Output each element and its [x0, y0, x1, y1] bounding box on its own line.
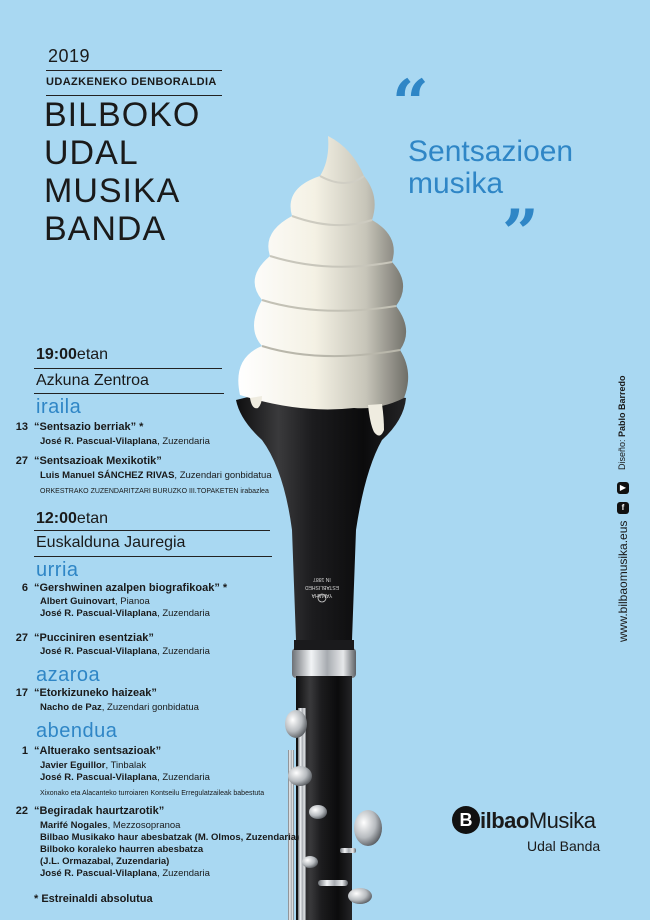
event-performer: José R. Pascual-Vilaplana, Zuzendaria [40, 646, 210, 657]
season-label: UDAZKENEKO DENBORALDIA [46, 76, 217, 88]
divider [46, 70, 222, 71]
event-title: “Pucciniren esentziak” [34, 632, 154, 644]
month-abendua: abendua [36, 720, 118, 742]
divider [34, 530, 270, 531]
event-title: “Altuerako sentsazioak” [34, 745, 162, 757]
event-title: “Begiradak haurtzarotik” [34, 805, 165, 817]
event-title: “Sentsazio berriak” * [34, 421, 144, 433]
event-performer: Nacho de Paz, Zuzendari gonbidatua [40, 702, 199, 713]
tagline-line-1: Sentsazioen [408, 135, 574, 168]
design-credit [617, 375, 627, 470]
event-performer: José R. Pascual-Vilaplana, Zuzendaria [40, 436, 210, 447]
facebook-icon[interactable]: f [617, 502, 629, 514]
open-quote: “ [392, 66, 429, 141]
time-1-suffix: etan [76, 346, 109, 363]
clarinet-rod [298, 708, 306, 920]
time-2-value: 12:00 [36, 510, 77, 527]
time-1 [36, 346, 108, 364]
event-performer: (J.L. Ormazabal, Zuzendaria) [40, 856, 170, 867]
designer-name: Pablo Barredo [617, 375, 627, 437]
season-year: 2019 [48, 46, 91, 66]
design-label: Diseño: [617, 436, 627, 470]
event-title: “Gershwinen azalpen biografikoak” * [34, 582, 228, 594]
tagline-line-2: musika [408, 167, 504, 200]
clarinet-ring [292, 648, 356, 678]
event-title: “Etorkizuneko haizeak” [34, 687, 157, 699]
event-day: 27 [15, 632, 28, 644]
month-urria: urria [36, 559, 79, 581]
website-link[interactable]: www.bilbaomusika.eus [616, 520, 630, 642]
clarinet-key [285, 710, 307, 738]
bilbaomusika-logo-mark: B [452, 806, 480, 834]
divider [34, 368, 222, 369]
logo-subtitle: Udal Banda [527, 838, 601, 854]
event-performer: Javier Eguillor, Tinbalak [40, 760, 147, 771]
title-line-2: UDAL [44, 134, 139, 172]
title-line-3: MUSIKA [44, 172, 181, 210]
event-performer: Albert Guinovart, Pianoa [40, 596, 150, 607]
event-day: 13 [15, 421, 28, 433]
event-performer: Bilbao Musikako haur abesbatzak (M. Olmos, Zuzendaria) [40, 832, 300, 843]
event-day: 1 [21, 745, 28, 757]
event-note: Xixonako eta Alacanteko turroiaren Kontseilu Erregulatzaileak babestuta [40, 790, 265, 797]
month-iraila: iraila [36, 396, 82, 418]
event-performer: Marifé Nogales, Mezzosopranoa [40, 820, 181, 831]
event-performer: Luis Manuel SÁNCHEZ RIVAS, Zuzendari gonbidatua [40, 470, 272, 481]
youtube-icon[interactable]: ▶ [617, 482, 629, 494]
event-day: 27 [15, 455, 28, 467]
event-title: “Sentsazioak Mexikotik” [34, 455, 162, 467]
divider [34, 556, 272, 557]
event-note: ORKESTRAKO ZUZENDARITZARI BURUZKO III.TOPAKETEN irabazlea [40, 488, 269, 495]
time-2-suffix: etan [76, 510, 109, 527]
close-quote: ” [502, 196, 539, 271]
tagline [408, 136, 573, 200]
time-2 [36, 510, 108, 528]
engraving-line-2: ESTABLISHED [304, 584, 340, 590]
divider [34, 393, 224, 394]
month-azaroa: azaroa [36, 664, 101, 686]
bilbaomusika-logo-word: ilbaoMusika [480, 808, 596, 833]
title-line-1: BILBOKO [44, 96, 201, 134]
engraving-line-3: IN 1887 [313, 576, 331, 582]
footnote: * Estreinaldi absolutua [34, 893, 153, 905]
engraving-line-1: YAMAHA [311, 592, 333, 598]
venue-1: Azkuna Zentroa [36, 372, 149, 389]
time-1-value: 19:00 [36, 346, 77, 363]
event-day: 6 [21, 582, 28, 594]
event-performer: Bilboko koraleko haurren abesbatza [40, 844, 204, 855]
event-day: 17 [15, 687, 28, 699]
event-day: 22 [15, 805, 28, 817]
event-performer: José R. Pascual-Vilaplana, Zuzendaria [40, 868, 210, 879]
title-line-4: BANDA [44, 210, 167, 248]
venue-2: Euskalduna Jauregia [36, 534, 186, 551]
event-performer: José R. Pascual-Vilaplana, Zuzendaria [40, 608, 210, 619]
event-performer: José R. Pascual-Vilaplana, Zuzendaria [40, 772, 210, 783]
